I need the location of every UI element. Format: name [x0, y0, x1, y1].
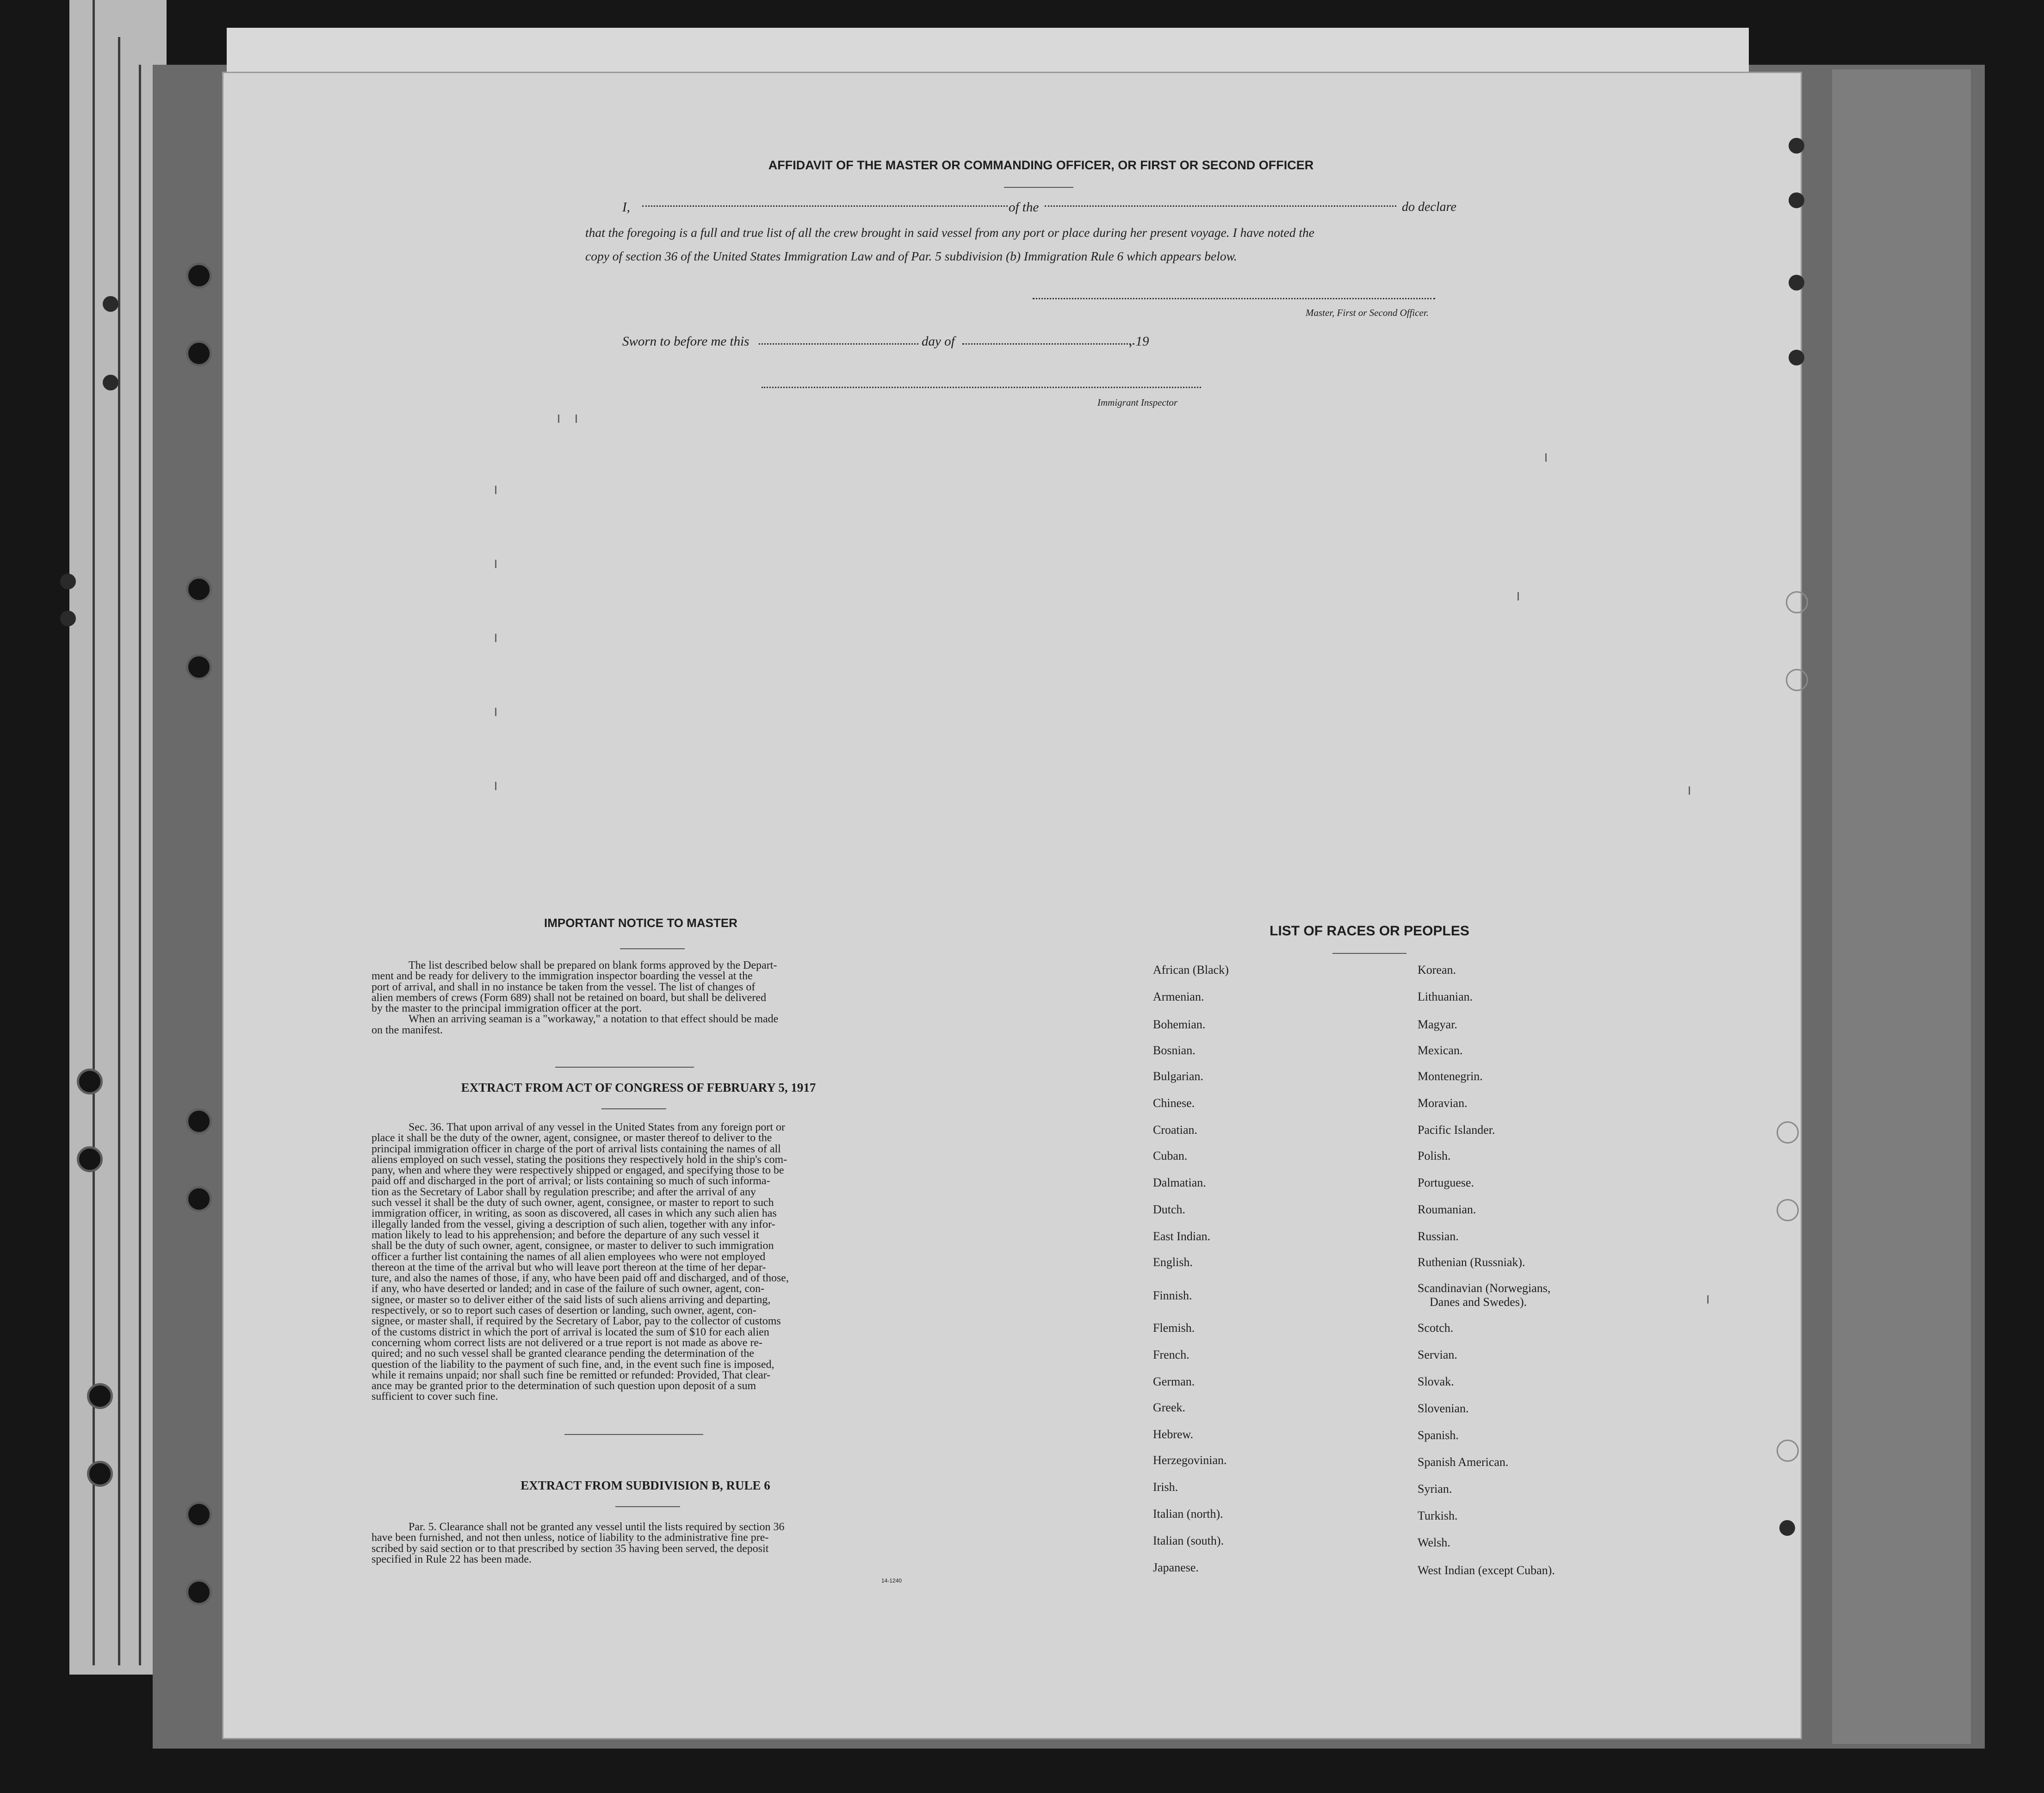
- binder-hole: [1789, 275, 1804, 291]
- officer-signature-caption: Master, First or Second Officer.: [1306, 307, 1429, 318]
- race-right-item: Portuguese.: [1418, 1176, 1474, 1189]
- race-right-item: Mexican.: [1418, 1044, 1463, 1057]
- page-stub-edge: [93, 0, 95, 1665]
- officer-name-field[interactable]: [642, 205, 1008, 207]
- act-line: tion as the Secretary of Labor shall by regulation prescribe; and after the arrival of any: [372, 1186, 756, 1198]
- notice-title: IMPORTANT NOTICE TO MASTER: [544, 916, 737, 930]
- act-line: pany, when and where they were respectively shipped or engaged, and specifying those to be: [372, 1164, 784, 1177]
- race-right-item: Turkish.: [1418, 1509, 1458, 1522]
- race-right-item: Moravian.: [1418, 1096, 1468, 1110]
- notice-line: The list described below shall be prepared on blank forms approved by the Depart-: [409, 959, 777, 971]
- affidavit-i: I,: [622, 200, 630, 215]
- binder-hole: [87, 1383, 113, 1409]
- affidavit-line3: copy of section 36 of the United States Immigration Law and of Par. 5 subdivision (b) Immigration Rule 6 which appears below.: [585, 249, 1237, 263]
- act-line: mation likely to lead to his apprehension; and before the departure of any such vessel it: [372, 1229, 759, 1241]
- race-left-item: Cuban.: [1153, 1149, 1188, 1162]
- race-left-item: French.: [1153, 1348, 1189, 1361]
- binder-hole: [186, 263, 212, 289]
- page-stub-edge: [139, 65, 141, 1665]
- race-right-item: Scandinavian (Norwegians,: [1418, 1281, 1551, 1295]
- notice-line: by the master to the principal immigration officer at the port.: [372, 1002, 642, 1015]
- race-left-item: Bohemian.: [1153, 1018, 1206, 1031]
- race-right-item: Welsh.: [1418, 1536, 1450, 1549]
- act-line: such vessel it shall be the duty of such owner, agent, consignee, or master to report to such: [372, 1197, 774, 1209]
- race-right-item: Slovenian.: [1418, 1402, 1469, 1415]
- affidavit-declare: do declare: [1402, 200, 1456, 214]
- act-rule: [601, 1108, 666, 1109]
- race-right-item: Slovak.: [1418, 1375, 1454, 1388]
- act-line: illegally landed from the vessel, giving a description of such alien, together with any infor-: [372, 1218, 775, 1230]
- sworn-day-of: day of: [922, 334, 955, 349]
- race-left-item: German.: [1153, 1375, 1195, 1388]
- race-left-item: Italian (south).: [1153, 1534, 1224, 1547]
- race-left-item: Irish.: [1153, 1480, 1178, 1494]
- races-rule: [1332, 953, 1406, 954]
- race-left-item: Bulgarian.: [1153, 1070, 1204, 1083]
- binder-hole: [186, 1108, 212, 1134]
- act-line: aliens employed on such vessel, stating the positions they respectively hold in the ship's com-: [372, 1153, 787, 1166]
- race-right-item: Danes and Swedes).: [1430, 1295, 1527, 1309]
- notice-rule: [620, 948, 685, 949]
- bleed-through-mark: [558, 414, 559, 423]
- race-left-item: Hebrew.: [1153, 1428, 1194, 1441]
- bleed-through-mark: [576, 414, 577, 423]
- stub-hole: [60, 574, 76, 589]
- act-line: question of the liability to the payment of such fine, and, in the event such fine is imposed,: [372, 1358, 774, 1371]
- race-right-item: Lithuanian.: [1418, 990, 1473, 1003]
- rule-extract-title: EXTRACT FROM SUBDIVISION B, RULE 6: [520, 1478, 770, 1492]
- binder-hole: [1789, 192, 1804, 208]
- race-left-item: East Indian.: [1153, 1230, 1211, 1243]
- act-line: shall be the duty of such owner, agent, consignee, or master to deliver to such immigration: [372, 1240, 774, 1252]
- inspector-signature-line[interactable]: [762, 387, 1201, 388]
- race-right-item: Montenegrin.: [1418, 1070, 1483, 1083]
- act-line: ture, and also the names of those, if any, who have been paid off and discharged, and of those,: [372, 1272, 789, 1285]
- form-number: 14-1240: [881, 1577, 902, 1584]
- act-line: officer a further list containing the names of all alien employees who were not employed: [372, 1250, 766, 1263]
- affidavit-line2: that the foregoing is a full and true list of all the crew brought in said vessel from any port or place during her present voyage. I have noted the: [585, 225, 1314, 240]
- act-line: principal immigration officer in charge of the port of arrival lists containing the names of all: [372, 1143, 781, 1155]
- rule-line: specified in Rule 22 has been made.: [372, 1553, 532, 1565]
- binder-hole: [1789, 350, 1804, 365]
- binder-ring: [1777, 1121, 1799, 1144]
- act-line: Sec. 36. That upon arrival of any vessel in the United States from any foreign port or: [409, 1121, 786, 1133]
- notice-line: ment and be ready for delivery to the immigration inspector boarding the vessel at the: [372, 970, 753, 983]
- race-right-item: Magyar.: [1418, 1018, 1457, 1031]
- rule-extract-body: [372, 1522, 908, 1565]
- rule-line: Par. 5. Clearance shall not be granted any vessel until the lists required by section 36: [409, 1521, 785, 1533]
- bleed-through-mark: [1689, 786, 1690, 795]
- race-right-item: Korean.: [1418, 963, 1456, 977]
- section-rule: [564, 1434, 703, 1435]
- stub-hole: [103, 375, 118, 390]
- act-line: signee, or master shall, if required by the Secretary of Labor, pay to the collector of customs: [372, 1315, 781, 1328]
- act-line: if any, who have deserted or landed; and in case of the failure of such owner, agent, con-: [372, 1283, 765, 1295]
- rule-line: have been furnished, and not then unless, notice of liability to the administrative fine pre-: [372, 1532, 769, 1544]
- race-right-item: Servian.: [1418, 1348, 1457, 1361]
- race-right-item: West Indian (except Cuban).: [1418, 1564, 1555, 1577]
- race-left-item: Chinese.: [1153, 1096, 1195, 1110]
- race-right-item: Russian.: [1418, 1230, 1459, 1243]
- act-line: quired; and no such vessel shall be granted clearance pending the determination of the: [372, 1348, 755, 1360]
- binder-hole: [87, 1461, 113, 1487]
- inspector-caption: Immigrant Inspector: [1097, 397, 1178, 408]
- affidavit-title: AFFIDAVIT OF THE MASTER OR COMMANDING OFFICER, OR FIRST OR SECOND OFFICER: [768, 158, 1314, 172]
- race-right-item: Spanish.: [1418, 1428, 1459, 1442]
- act-line: paid off and discharged in the port of arrival; or lists containing so much of such informa-: [372, 1175, 770, 1187]
- race-right-item: Roumanian.: [1418, 1203, 1476, 1216]
- bleed-through-mark: [495, 708, 496, 716]
- notice-body: [372, 960, 908, 1036]
- binder-ring: [1777, 1440, 1799, 1462]
- bleed-through-mark: [1518, 592, 1519, 600]
- race-right-item: Spanish American.: [1418, 1455, 1509, 1469]
- act-line: thereon at the time of the arrival but who will leave port thereon at the time of her depar-: [372, 1261, 766, 1274]
- act-line: signee, or master so to deliver either of the said lists of such aliens arriving and departing,: [372, 1293, 771, 1306]
- vessel-name-field[interactable]: [1045, 205, 1396, 207]
- races-title: LIST OF RACES OR PEOPLES: [1270, 923, 1469, 939]
- act-line: of the customs district in which the port of arrival is located the sum of $10 for each alien: [372, 1326, 769, 1338]
- sworn-year: , 19: [1129, 334, 1149, 349]
- affidavit-of-the: of the: [1009, 200, 1039, 215]
- stub-hole: [103, 296, 118, 312]
- act-line: sufficient to cover such fine.: [372, 1391, 498, 1403]
- race-left-item: African (Black): [1153, 963, 1229, 977]
- act-line: respectively, or so to report such cases of desertion or landing, such owner, agent, con-: [372, 1305, 756, 1317]
- binder-ring: [1786, 591, 1808, 613]
- notice-line: When an arriving seaman is a "workaway," a notation to that effect should be made: [409, 1013, 779, 1026]
- stub-hole: [60, 611, 76, 626]
- binder-ring: [1786, 669, 1808, 691]
- race-left-item: Finnish.: [1153, 1289, 1192, 1302]
- act-line: immigration officer, in writing, as soon as discovered, all cases in which any such alien has: [372, 1207, 777, 1220]
- binder-hole: [1789, 138, 1804, 154]
- binder-right-edge: [1832, 69, 1971, 1744]
- race-left-item: Bosnian.: [1153, 1044, 1195, 1057]
- rule-rule: [615, 1506, 680, 1507]
- act-line: ance may be granted prior to the determination of such question upon deposit of a sum: [372, 1380, 756, 1392]
- race-left-item: Japanese.: [1153, 1561, 1199, 1574]
- race-left-item: Italian (north).: [1153, 1507, 1223, 1521]
- title-rule: [1004, 187, 1073, 188]
- race-left-item: Flemish.: [1153, 1321, 1195, 1335]
- act-line: concerning whom correct lists are not delivered or a true report is not made as above re-: [372, 1336, 763, 1349]
- binder-hole: [77, 1146, 103, 1172]
- sworn-prefix: Sworn to before me this: [622, 334, 749, 349]
- race-left-item: Herzegovinian.: [1153, 1453, 1227, 1467]
- race-right-item: Polish.: [1418, 1149, 1451, 1162]
- bleed-through-mark: [495, 486, 496, 494]
- sworn-month-field[interactable]: [962, 343, 1134, 345]
- race-left-item: Greek.: [1153, 1401, 1186, 1414]
- binder-ring: [1777, 1199, 1799, 1221]
- race-left-item: Croatian.: [1153, 1123, 1198, 1137]
- act-extract-body: [372, 1122, 908, 1403]
- race-left-item: Dutch.: [1153, 1203, 1186, 1216]
- binder-hole: [77, 1069, 103, 1094]
- binder-hole: [186, 1186, 212, 1212]
- bleed-through-mark: [1545, 453, 1547, 462]
- section-rule: [555, 1067, 694, 1068]
- act-line: place it shall be the duty of the owner, agent, consignee, or master thereof to deliver to the: [372, 1132, 772, 1144]
- sworn-day-field[interactable]: [759, 343, 918, 345]
- binder-hole: [186, 1502, 212, 1527]
- notice-line: alien members of crews (Form 689) shall not be retained on board, but shall be delivered: [372, 991, 767, 1004]
- race-left-item: Dalmatian.: [1153, 1176, 1206, 1189]
- race-right-item: Ruthenian (Russniak).: [1418, 1255, 1525, 1269]
- race-right-item: Scotch.: [1418, 1321, 1454, 1335]
- notice-line: port of arrival, and shall in no instance be taken from the vessel. The list of changes of: [372, 981, 756, 993]
- officer-signature-line[interactable]: [1033, 298, 1435, 299]
- rule-line: scribed by said section or to that prescribed by section 35 having been served, the deposit: [372, 1542, 769, 1555]
- bleed-through-mark: [495, 634, 496, 642]
- binder-hole: [186, 654, 212, 680]
- binder-hole: [186, 340, 212, 366]
- binder-hole: [186, 1579, 212, 1605]
- binder-hole: [1779, 1520, 1795, 1536]
- bleed-through-mark: [495, 560, 496, 568]
- race-left-item: English.: [1153, 1255, 1193, 1269]
- page-stub-edge: [118, 37, 120, 1665]
- act-line: while it remains unpaid; nor shall such fine be remitted or refunded: Provided, That clear-: [372, 1369, 771, 1381]
- binder-hole: [186, 576, 212, 602]
- manifest-page: [222, 72, 1802, 1739]
- act-extract-title: EXTRACT FROM ACT OF CONGRESS OF FEBRUARY 5, 1917: [461, 1081, 816, 1094]
- race-right-item: Syrian.: [1418, 1482, 1452, 1496]
- bleed-through-mark: [1707, 1295, 1709, 1304]
- race-left-item: Armenian.: [1153, 990, 1204, 1003]
- notice-line: on the manifest.: [372, 1024, 443, 1036]
- race-right-item: Pacific Islander.: [1418, 1123, 1495, 1137]
- bleed-through-mark: [495, 782, 496, 790]
